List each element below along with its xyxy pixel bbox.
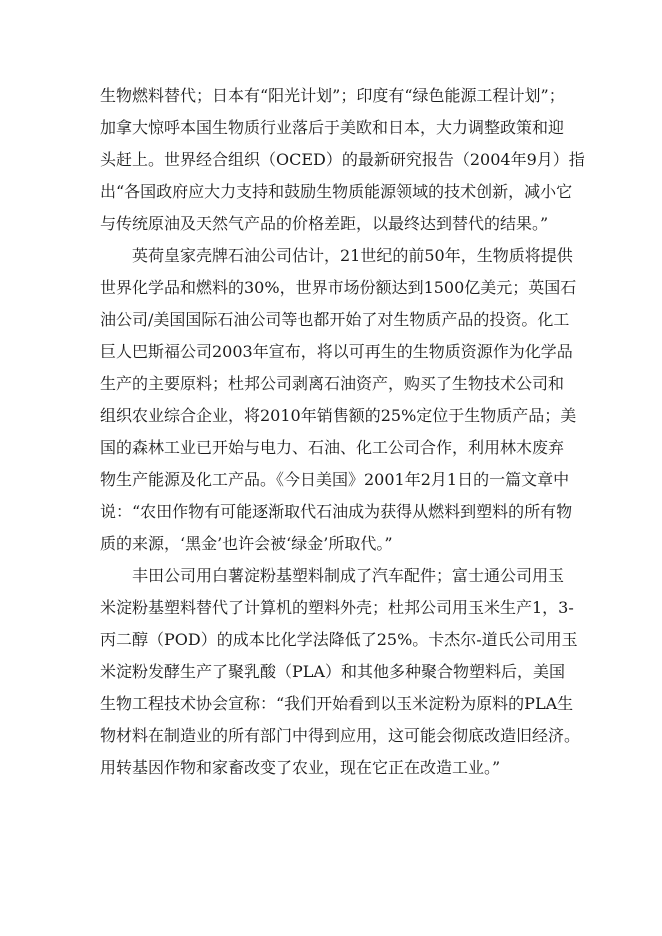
- text-line: 物生产能源及化工产品。《今日美国》2001年2月1日的一篇文章中: [100, 470, 570, 489]
- text-line: 英荷皇家壳牌石油公司估计，21世纪的前50年，生物质将提供: [132, 246, 573, 265]
- text-line: 出“各国政府应大力支持和鼓励生物质能源领域的技术创新，减小它: [100, 182, 573, 201]
- text-line: 国的森林工业已开始与电力、石油、化工公司合作，利用林木废弃: [100, 438, 565, 457]
- text-line: 用转基因作物和家畜改变了农业，现在它正在改造工业。”: [100, 758, 501, 777]
- text-line: 世界化学品和燃料的30%，世界市场份额达到1500亿美元；英国石: [100, 278, 577, 297]
- text-line: 生产的主要原料；杜邦公司剥离石油资产，购买了生物技术公司和: [100, 374, 565, 393]
- text-line: 巨人巴斯福公司2003年宣布，将以可再生的生物质资源作为化学品: [100, 342, 573, 361]
- text-line: 丙二醇（POD）的成本比化学法降低了25%。卡杰尔-道氏公司用玉: [100, 630, 578, 649]
- text-line: 米淀粉基塑料替代了计算机的塑料外壳；杜邦公司用玉米生产1，3-: [100, 598, 574, 617]
- paragraph-3: [100, 560, 581, 784]
- text-line: 生物燃料替代；日本有“阳光计划”；印度有“绿色能源工程计划”；: [100, 86, 565, 105]
- text-line: 米淀粉发酵生产了聚乳酸（PLA）和其他多种聚合物塑料后，美国: [100, 662, 565, 681]
- text-line: 质的来源，‘黑金’也许会被‘绿金’所取代。”: [100, 534, 393, 553]
- text-line: 物材料在制造业的所有部门中得到应用，这可能会彻底改造旧经济。: [100, 726, 581, 745]
- text-line: 与传统原油及天然气产品的价格差距，以最终达到替代的结果。”: [100, 214, 549, 233]
- text-line: 加拿大惊呼本国生物质行业落后于美欧和日本，大力调整政策和迎: [100, 118, 565, 137]
- text-line: 头赶上。世界经合组织（OCED）的最新研究报告（2004年9月）指: [100, 150, 585, 169]
- text-line: 丰田公司用白薯淀粉基塑料制成了汽车配件；富士通公司用玉: [132, 566, 565, 585]
- text-line: 说：“农田作物有可能逐渐取代石油成为获得从燃料到塑料的所有物: [100, 502, 573, 521]
- paragraph-2: [100, 240, 577, 560]
- document-body: [100, 80, 585, 784]
- text-line: 组织农业综合企业，将2010年销售额的25%定位于生物质产品；美: [100, 406, 577, 425]
- text-line: 生物工程技术协会宣称：“我们开始看到以玉米淀粉为原料的PLA生: [100, 694, 574, 713]
- paragraph-1: [100, 80, 585, 240]
- text-line: 油公司/美国国际石油公司等也都开始了对生物质产品的投资。化工: [100, 310, 570, 329]
